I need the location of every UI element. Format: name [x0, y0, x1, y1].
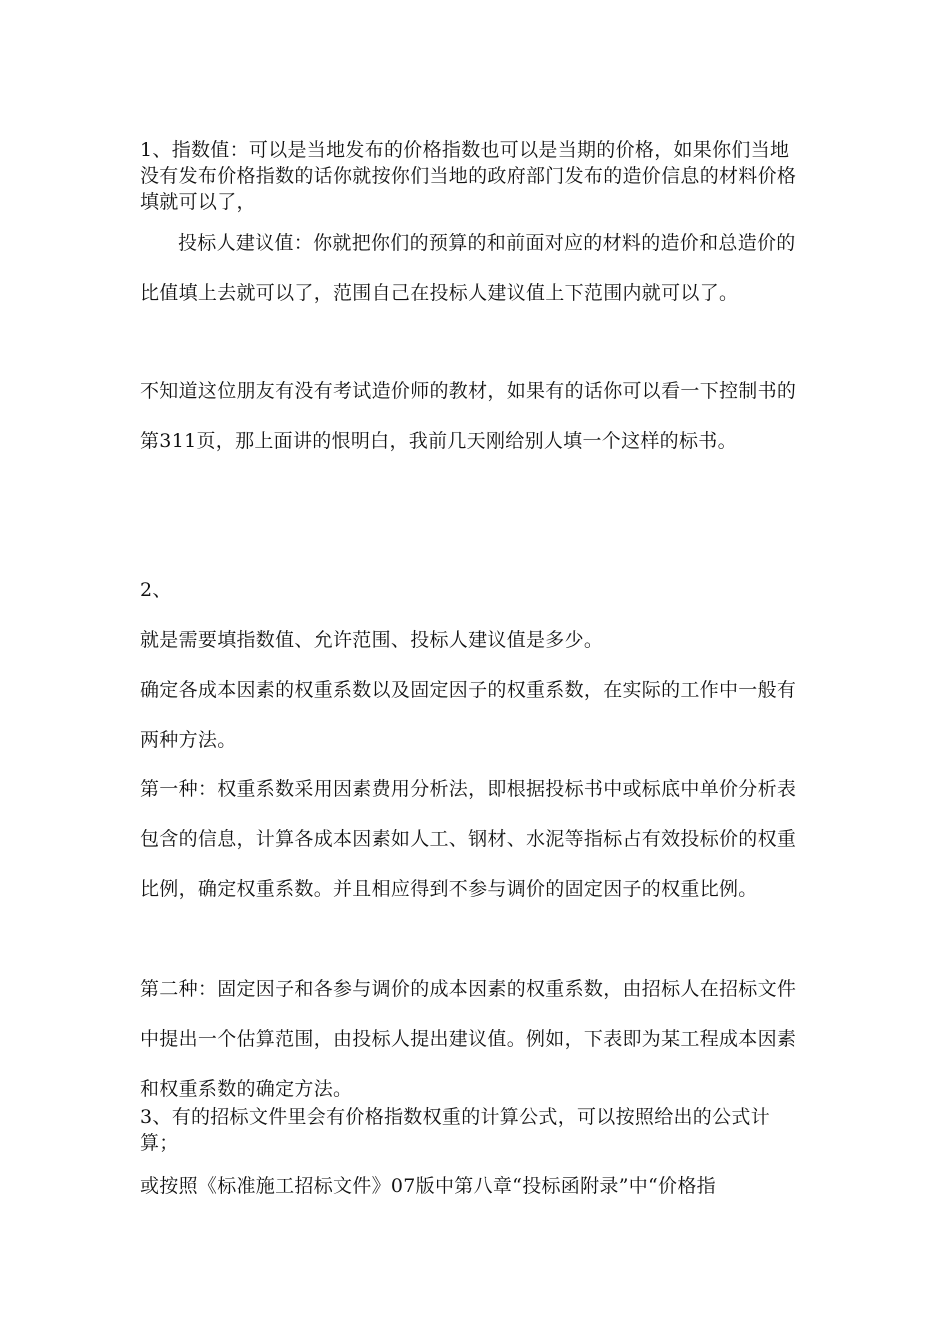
paragraph-9: 3、有的招标文件里会有价格指数权重的计算公式，可以按照给出的公式计算；	[140, 1106, 770, 1154]
paragraph-7: 第一种：权重系数采用因素费用分析法，即根据投标书中或标底中单价分析表包含的信息，计算各成本因素如人工、钢材、水泥等指标占有效投标价的权重比例，确定权重系数。并且相应得到不参与调价的固定因子的权重比例。	[140, 778, 797, 900]
paragraph-6: 确定各成本因素的权重系数以及固定因子的权重系数，在实际的工作中一般有两种方法。	[140, 679, 797, 751]
paragraph-10: 或按照《标准施工招标文件》07版中第八章“投标函附录”中“价格指	[140, 1175, 716, 1197]
paragraph-4: 2、	[140, 579, 172, 601]
paragraph-8: 第二种：固定因子和各参与调价的成本因素的权重系数，由招标人在招标文件中提出一个估算范围，由投标人提出建议值。例如，下表即为某工程成本因素和权重系数的确定方法。	[140, 978, 797, 1100]
paragraph-5: 就是需要填指数值、允许范围、投标人建议值是多少。	[140, 629, 604, 651]
paragraph-2: 投标人建议值：你就把你们的预算的和前面对应的材料的造价和总造价的比值填上去就可以了，范围自己在投标人建议值上下范围内就可以了。	[140, 232, 796, 304]
paragraph-1: 1、指数值：可以是当地发布的价格指数也可以是当期的价格，如果你们当地没有发布价格指数的话你就按你们当地的政府部门发布的造价信息的材料价格填就可以了，	[140, 139, 797, 213]
paragraph-3: 不知道这位朋友有没有考试造价师的教材，如果有的话你可以看一下控制书的第311页，那上面讲的恨明白，我前几天刚给别人填一个这样的标书。	[140, 380, 797, 452]
